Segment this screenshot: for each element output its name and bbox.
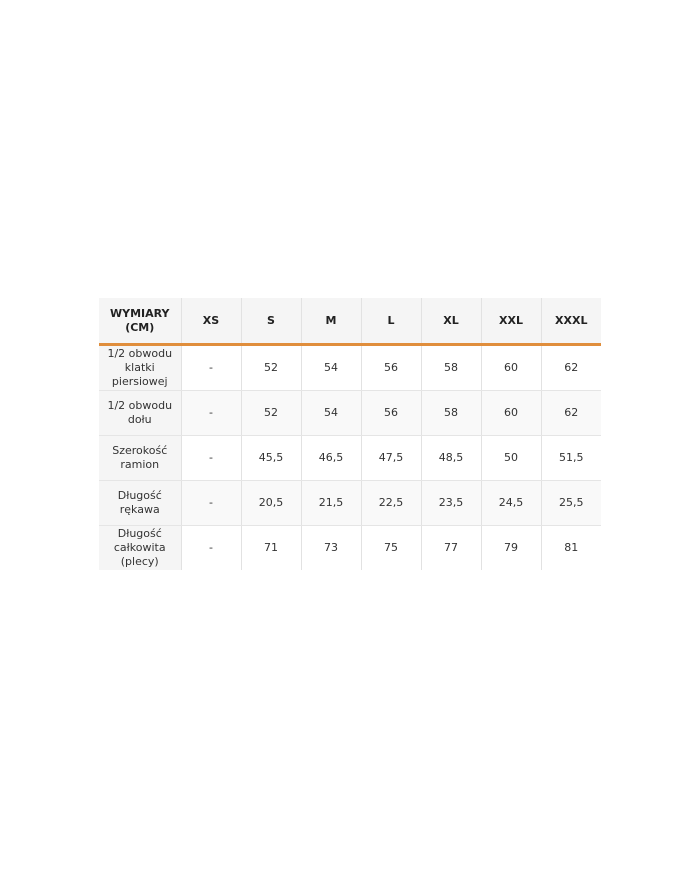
row-label-line: 1/2 obwodu xyxy=(107,399,173,412)
table-cell: - xyxy=(181,526,241,571)
table-cell: 45,5 xyxy=(241,436,301,481)
table-cell: 54 xyxy=(301,345,361,391)
header-size-xxxl: XXXL xyxy=(541,298,601,345)
table-row xyxy=(99,391,601,436)
table-cell: 56 xyxy=(361,345,421,391)
table-cell: 47,5 xyxy=(361,436,421,481)
table-cell: 52 xyxy=(241,391,301,436)
header-size-s: S xyxy=(241,298,301,345)
table-cell: 56 xyxy=(361,391,421,436)
table-cell: 51,5 xyxy=(541,436,601,481)
table-cell: 22,5 xyxy=(361,481,421,526)
table-cell: 77 xyxy=(421,526,481,571)
row-label-line: (plecy) xyxy=(120,555,159,568)
table-cell: 20,5 xyxy=(241,481,301,526)
table-cell: - xyxy=(181,391,241,436)
table-cell: 23,5 xyxy=(421,481,481,526)
table-cell: 71 xyxy=(241,526,301,571)
table-cell: 25,5 xyxy=(541,481,601,526)
row-label-line: rękawa xyxy=(119,503,160,516)
row-label-line: całkowita xyxy=(113,541,166,554)
row-label-line: Długość xyxy=(117,527,162,540)
row-label-shoulders xyxy=(99,436,181,481)
table-cell: 75 xyxy=(361,526,421,571)
row-label-line: 1/2 obwodu xyxy=(107,347,173,360)
table-cell: - xyxy=(181,436,241,481)
table-row xyxy=(99,481,601,526)
row-label-line: klatki xyxy=(124,361,155,374)
row-label-line: dołu xyxy=(127,413,152,426)
table-cell: 48,5 xyxy=(421,436,481,481)
table-cell: 73 xyxy=(301,526,361,571)
table-cell: 81 xyxy=(541,526,601,571)
table-cell: 52 xyxy=(241,345,301,391)
row-label-chest xyxy=(99,345,181,391)
row-label-hem xyxy=(99,391,181,436)
table-cell: 21,5 xyxy=(301,481,361,526)
header-corner-line1: WYMIARY xyxy=(110,306,170,320)
table-cell: 54 xyxy=(301,391,361,436)
row-label-line: Długość xyxy=(117,489,162,502)
row-label-line: Szerokość xyxy=(112,444,168,457)
table-cell: 58 xyxy=(421,391,481,436)
table-cell: 60 xyxy=(481,345,541,391)
header-size-l: L xyxy=(361,298,421,345)
table-cell: 62 xyxy=(541,391,601,436)
header-size-xs: XS xyxy=(181,298,241,345)
header-size-xl: XL xyxy=(421,298,481,345)
header-corner-line2: (CM) xyxy=(125,320,155,334)
table-row xyxy=(99,436,601,481)
header-corner-cell xyxy=(99,298,181,345)
header-row xyxy=(99,298,601,345)
table-cell: 58 xyxy=(421,345,481,391)
table-cell: 24,5 xyxy=(481,481,541,526)
table-cell: 79 xyxy=(481,526,541,571)
table-cell: - xyxy=(181,345,241,391)
table-cell: - xyxy=(181,481,241,526)
table-row xyxy=(99,345,601,391)
header-size-xxl: XXL xyxy=(481,298,541,345)
row-label-line: piersiowej xyxy=(111,375,168,388)
row-label-sleeve xyxy=(99,481,181,526)
row-label-total-length xyxy=(99,526,181,571)
header-size-m: M xyxy=(301,298,361,345)
size-chart-table xyxy=(99,298,601,570)
table-cell: 62 xyxy=(541,345,601,391)
row-label-line: ramion xyxy=(120,458,160,471)
table-cell: 60 xyxy=(481,391,541,436)
table-cell: 50 xyxy=(481,436,541,481)
table-cell: 46,5 xyxy=(301,436,361,481)
table-row xyxy=(99,526,601,571)
